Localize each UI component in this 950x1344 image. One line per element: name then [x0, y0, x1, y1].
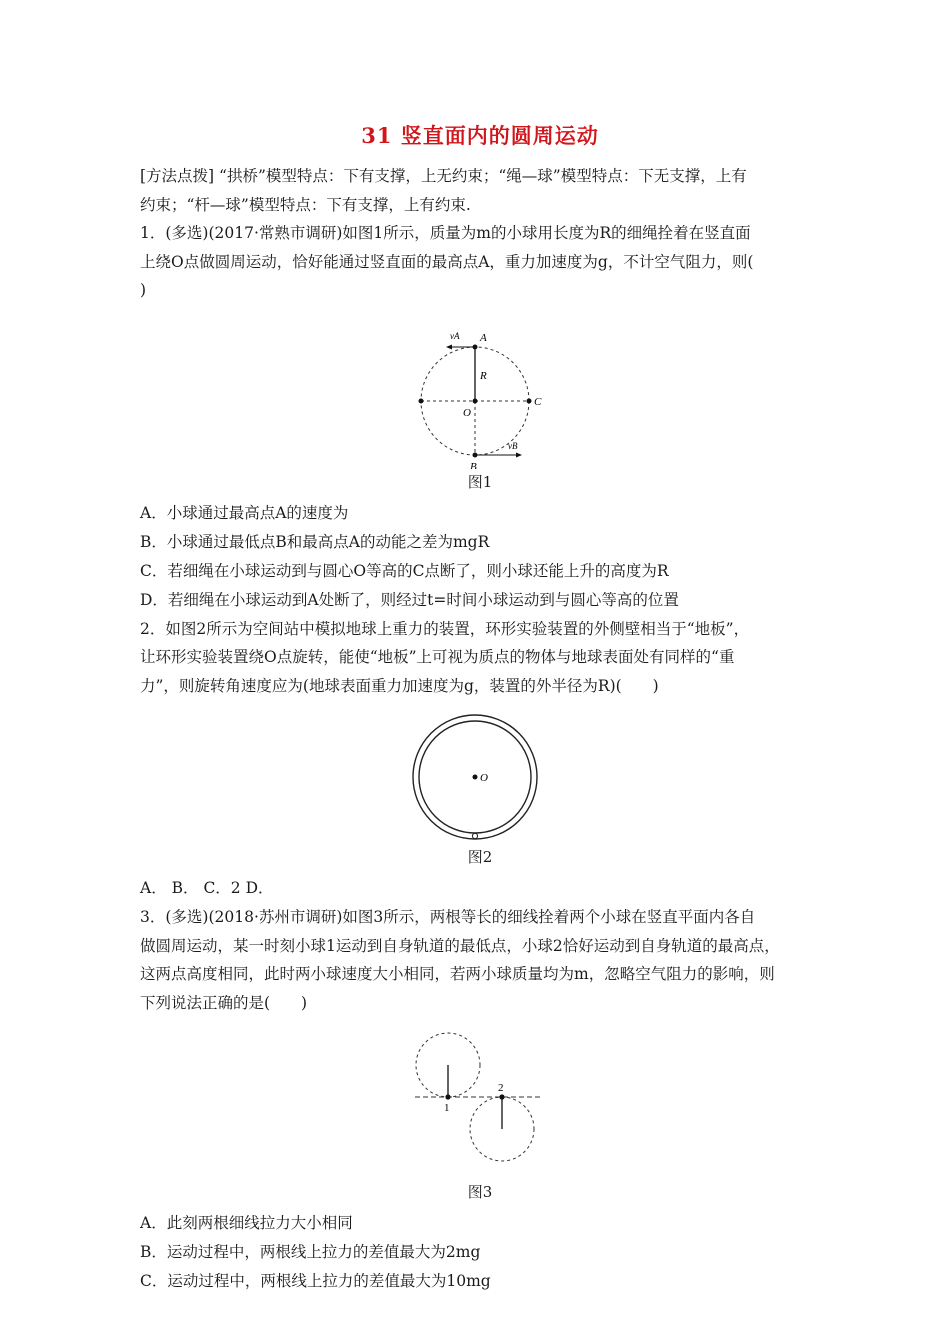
figure-3-diagram	[410, 1027, 550, 1179]
q1-text-line-3: )	[140, 281, 147, 299]
label-c: C	[534, 395, 542, 408]
q1-option-b: B．小球通过最低点B和最高点A的动能之差为mgR	[140, 532, 490, 551]
figure-2-caption: 图2	[467, 848, 493, 866]
figure-3-caption: 图3	[467, 1183, 493, 1201]
figure-1-diagram	[400, 319, 560, 469]
label-ball-2: 2	[498, 1082, 504, 1094]
label-va: vA	[450, 330, 460, 341]
figure-1-caption: 图1	[467, 472, 493, 491]
document-page	[140, 120, 820, 1296]
label-b: B	[470, 460, 477, 469]
q3-text-line-2: 做圆周运动，某一时刻小球1运动到自身轨道的最低点，小球2恰好运动到自身轨道的最高点，	[140, 936, 780, 955]
q2-text-line-1: 2．如图2所示为空间站中模拟地球上重力的装置，环形实验装置的外侧壁相当于“地板”，	[140, 619, 750, 638]
q1-option-a: A．小球通过最高点A的速度为	[140, 503, 349, 522]
q3-text-line-4: 下列说法正确的是( )	[140, 993, 308, 1012]
q3-option-a: A．此刻两根细线拉力大小相同	[140, 1214, 353, 1232]
method-tip-line-2: 约束；“杆—球”模型特点：下有支撑，上有约束.	[140, 195, 471, 214]
label-vb: vB	[508, 440, 518, 451]
label-a: A	[480, 331, 487, 344]
q1-text-line-1: 1．(多选)(2017·常熟市调研)如图1所示，质量为m的小球用长度为R的细绳拴着在竖直面	[140, 224, 751, 242]
figure-2	[410, 710, 550, 844]
q2-options: A． B． C．2 D．	[140, 879, 274, 897]
method-tip-line-1: [方法点拨] “拱桥”模型特点：下有支撑，上无约束；“绳—球”模型特点：下无支撑，上有	[140, 167, 747, 185]
page-title: 31 竖直面内的圆周运动	[361, 123, 599, 148]
label-ball-1: 1	[444, 1102, 450, 1114]
q3-text-line-1: 3．(多选)(2018·苏州市调研)如图3所示，两根等长的细线拴着两个小球在竖直平面内各自	[140, 908, 756, 926]
figure-3	[410, 1027, 550, 1179]
q3-option-c: C．运动过程中，两根线上拉力的差值最大为10mg	[140, 1272, 491, 1290]
q3-option-b: B．运动过程中，两根线上拉力的差值最大为2mg	[140, 1243, 481, 1261]
figure-2-diagram	[410, 710, 550, 844]
q2-text-line-2: 让环形实验装置绕O点旋转，能使“地板”上可视为质点的物体与地球表面处有同样的“重	[140, 648, 735, 666]
q1-option-d: D．若细绳在小球运动到A处断了，则经过t=时间小球运动到与圆心等高的位置	[140, 590, 679, 609]
label-r: R	[480, 369, 487, 382]
q1-option-c: C．若细绳在小球运动到与圆心O等高的C点断了，则小球还能上升的高度为R	[140, 561, 669, 580]
q1-text-line-2: 上绕O点做圆周运动，恰好能通过竖直面的最高点A，重力加速度为g，不计空气阻力，则(	[140, 252, 754, 271]
q2-text-line-3: 力”，则旋转角速度应为(地球表面重力加速度为g，装置的外半径为R)( )	[140, 676, 659, 695]
figure-1	[400, 319, 560, 469]
q3-text-line-3: 这两点高度相同，此时两小球速度大小相同，若两小球质量均为m，忽略空气阻力的影响，则	[140, 965, 775, 983]
label-o: O	[463, 406, 471, 419]
label-o-2: O	[480, 772, 488, 784]
